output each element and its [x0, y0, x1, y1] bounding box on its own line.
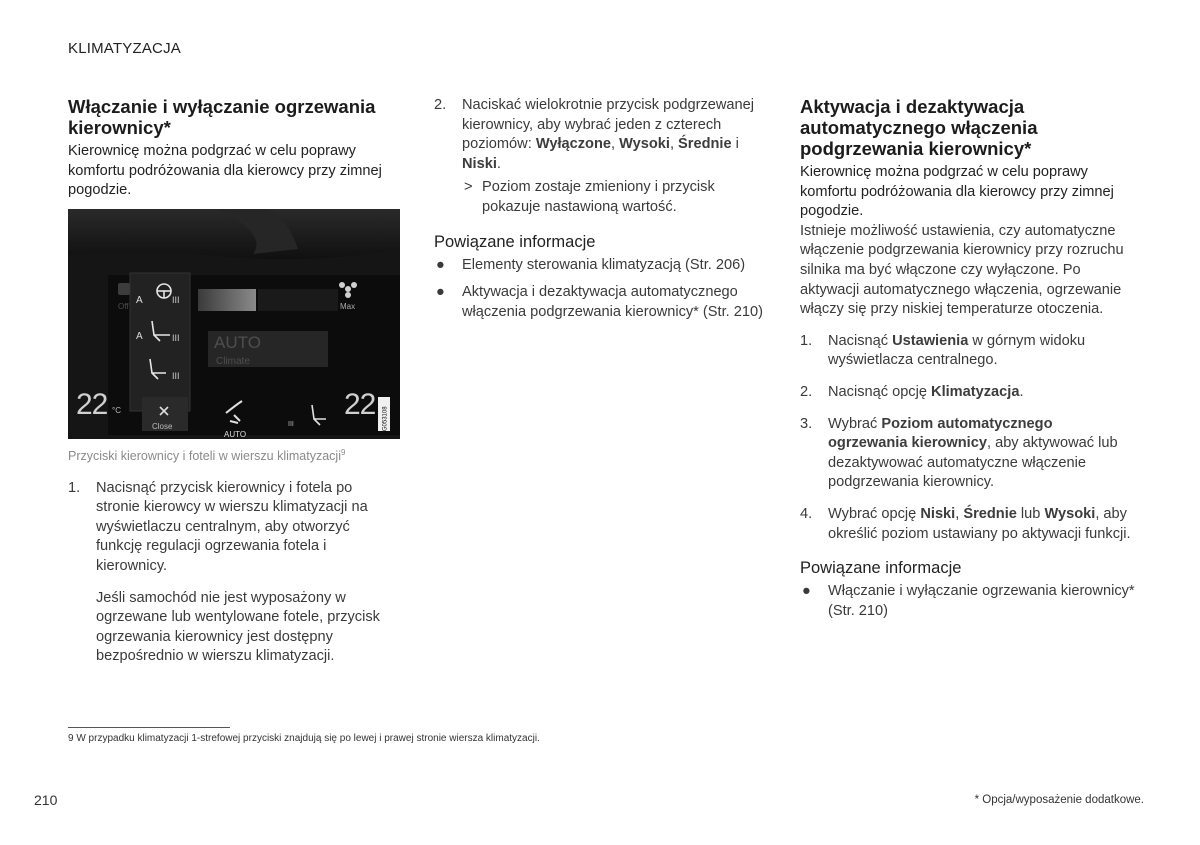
level-bars-3: III	[172, 370, 180, 381]
temp-unit: °C	[112, 405, 121, 415]
auto-small-label: AUTO	[224, 429, 247, 439]
page-number: 210	[34, 792, 58, 808]
auto-a-label-2: A	[136, 330, 143, 342]
column-2	[434, 96, 769, 322]
section-title-steering-heating: Włączanie i wyłączanie ogrzewania kierownicy*	[68, 96, 376, 138]
fan-level-bar	[198, 289, 256, 311]
image-caption: Przyciski kierownicy i foteli w wierszu klimatyzacji$^9$	[68, 447, 346, 463]
climate-display-photo	[68, 209, 400, 439]
auto-label: AUTO	[214, 332, 261, 352]
step-3-3: 3. Wybrać Poziom automatycznego ogrzewania kierownicy, aby aktywować lub dezaktywować automatyczne włączenie podgrzewania kierownicy.	[800, 415, 1118, 491]
passenger-level-bars: III	[288, 420, 294, 428]
footnote: 9 W przypadku klimatyzacji 1-strefowej przyciski znajdują się po lewej i prawej stronie wiersza klimatyzacji.	[68, 733, 540, 744]
intro-text: Kierownicę można podgrzać w celu poprawy komfortu podróżowania dla kierowcy przy zimnej pogodzie.	[68, 143, 382, 199]
climate-label: Climate	[216, 355, 250, 367]
description-text: Istnieje możliwość ustawienia, czy automatyczne włączenie podgrzewania kierownicy przy rozruchu silnika ma być włączone czy wyłączone. Po aktywacji automatycznego włączenia, ogrzewanie włączy się przy niskiej temperaturze otoczenia.	[800, 222, 1124, 318]
related-link-2[interactable]: ● Aktywacja i dezaktywacja automatycznego włączenia podgrzewania kierownicy* (Str. 210)	[436, 284, 763, 320]
step-3-4: 4. Wybrać opcję Niski, Średnie lub Wysoki, aby określić poziom ustawiany po aktywacji funkcji.	[800, 505, 1131, 542]
step-1: 1. Nacisnąć przycisk kierownicy i fotela po stronie kierowcy w wierszu klimatyzacji na wyświetlaczu centralnym, aby otworzyć funkcję regulacji ogrzewania fotela i kierownicy.	[68, 479, 368, 574]
related-info-heading: Powiązane informacje	[434, 232, 596, 251]
intro-text-2: Kierownicę można podgrzać w celu poprawy komfortu podróżowania dla kierowcy przy zimnej pogodzie.	[800, 164, 1114, 220]
ac-off-icon	[118, 283, 130, 295]
image-code: G053108	[382, 406, 389, 431]
step-1-note: Jeśli samochód nie jest wyposażony w ogrzewane lub wentylowane fotele, przycisk ogrzewania kierownicy jest dostępny bezpośrednio w wierszu klimatyzacji.	[96, 589, 380, 665]
related-link-3[interactable]: ● Włączanie i wyłączanie ogrzewania kierownicy* (Str. 210)	[802, 583, 1135, 619]
step-3-2: 2. Nacisnąć opcję Klimatyzacja.	[800, 383, 1024, 400]
auto-a-label-1: A	[136, 294, 143, 306]
step-3-1: 1. Nacisnąć Ustawienia w górnym widoku wyświetlacza centralnego.	[800, 332, 1086, 369]
section-title-auto-heating: Aktywacja i dezaktywacja automatycznego włączenia podgrzewania kierownicy*	[800, 96, 1038, 159]
footnote-divider	[68, 727, 230, 728]
related-link-1[interactable]: ● Elementy sterowania klimatyzacją (Str. 206)	[436, 256, 746, 273]
close-label: Close	[152, 421, 173, 431]
temp-right: 22	[344, 387, 376, 421]
column-3	[800, 96, 1135, 621]
level-bars-2: III	[172, 332, 180, 343]
column-1	[68, 96, 400, 667]
fan-max-label: Max	[340, 301, 356, 311]
related-info-heading-2: Powiązane informacje	[800, 559, 962, 578]
level-bars-1: III	[172, 294, 180, 305]
temp-left: 22	[76, 387, 108, 421]
section-label: KLIMATYZACJA	[68, 40, 181, 57]
step-2: 2. Naciskać wielokrotnie przycisk podgrzewanej kierownicy, aby wybrać jeden z czterech poziomów: Wyłączone, Wysoki, Średnie i Niski.	[434, 97, 754, 172]
footer-note: * Opcja/wyposażenie dodatkowe.	[974, 794, 1144, 806]
step-2-result: > Poziom zostaje zmieniony i przycisk pokazuje nastawioną wartość.	[464, 179, 715, 215]
ac-off-label: Off	[118, 301, 129, 311]
